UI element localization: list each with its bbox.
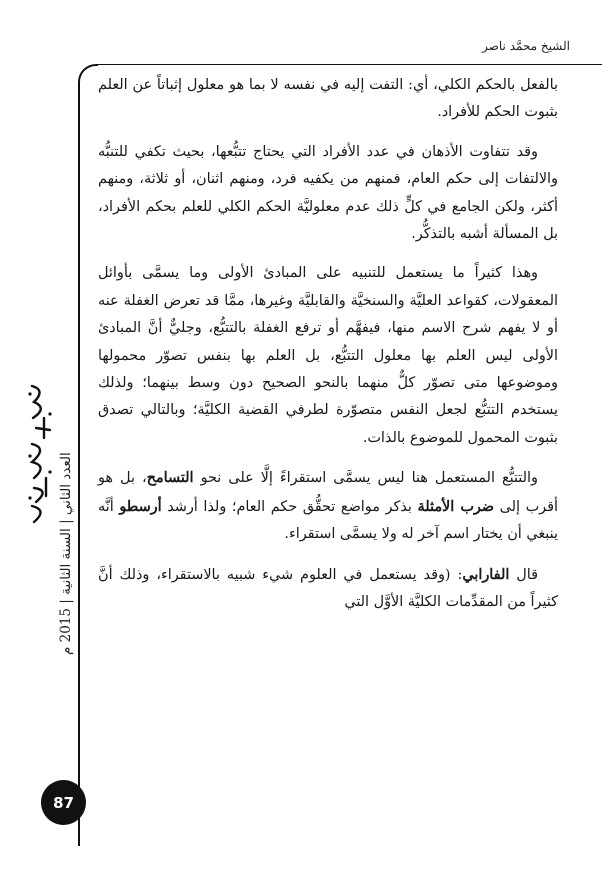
frame-top-rule	[96, 64, 602, 65]
frame-left-rule	[78, 64, 98, 846]
paragraph: وهذا كثيراً ما يستعمل للتنبيه على المبادئ الأولى وما يسمَّى بأوائل المعقولات، كقواعد العليَّة والسنخيَّة والقابليَّة وغيرها، ممَّا قد تعرض الغفلة عنه أو لا يفهم شرح الاسم منها، فيفهَّم أو ترفع الغفلة بالتتبُّع، وجليٌّ أنَّ المبادئ الأولى ليس العلم بها معلول التتبُّع، بل العلم بها بنفس تصوّر محمولها وموضوعها متى تصوّر كلٌّ منهما بالنحو الصحيح دون وسط بينهما؛ ولذلك يستخدم التتبُّع لجعل النفس متصوّرة لطرفي القضية الكليَّة؛ وبالتالي تصدق بثبوت المحمول للموضوع بالذات.	[98, 265, 558, 446]
text-span: بذكر مواضع تحقُّق حكم العام؛ ولذا أرشد	[161, 498, 418, 515]
issue-info: العدد الثاني | السنة الثانية | 2015 م	[58, 452, 74, 655]
text-span: أنَّه ينبغي أن يختار اسم آخر له ولا يسمَّى استقراء.	[98, 498, 558, 543]
page-number: 87	[41, 780, 86, 825]
bold-term: التسامح	[146, 469, 194, 487]
text-span: قال	[509, 566, 538, 583]
text-span: والتتبُّع المستعمل هنا ليس يسمَّى استقراءً إلَّا على نحو	[193, 470, 538, 487]
paragraph: بالفعل بالحكم الكلي، أي: التفت إليه في نفسه لا بما هو معلول إثباتاً عن العلم بثبوت الحكم للأفراد.	[98, 77, 558, 121]
bold-term: ضرب الأمثلة	[417, 497, 495, 515]
text-span: ، بل هو أقرب إلى	[98, 470, 559, 515]
paragraph: وقد تتفاوت الأذهان في عدد الأفراد التي يحتاج تتبُّعها، بحيث تكفي للتنبُّه والالتفات إلى حكم العام، فمنهم من يكفيه فرد، ومنهم اثنان، أو ثلاثة، ومنهم أكثر، ولكن الجامع في كلٍّ ذلك عدم معلوليَّة الحكم الكلي للعلم بحكم الأفراد، بل المسألة أشبه بالتذكُّر.	[98, 143, 558, 243]
article-body	[98, 72, 558, 628]
text-span: : (وقد يستعمل في العلوم شيء شبيه بالاستقراء، وذلك أنَّ كثيراً من المقدِّمات الكليَّة الأوَّل التي	[98, 566, 558, 610]
paragraph	[98, 464, 558, 548]
bold-term: أرسطو	[119, 497, 162, 515]
bold-term: الفارابي	[462, 565, 510, 583]
paragraph	[98, 561, 558, 617]
journal-logo	[24, 378, 56, 528]
author-header: الشيخ محمَّد ناصر	[482, 39, 570, 53]
